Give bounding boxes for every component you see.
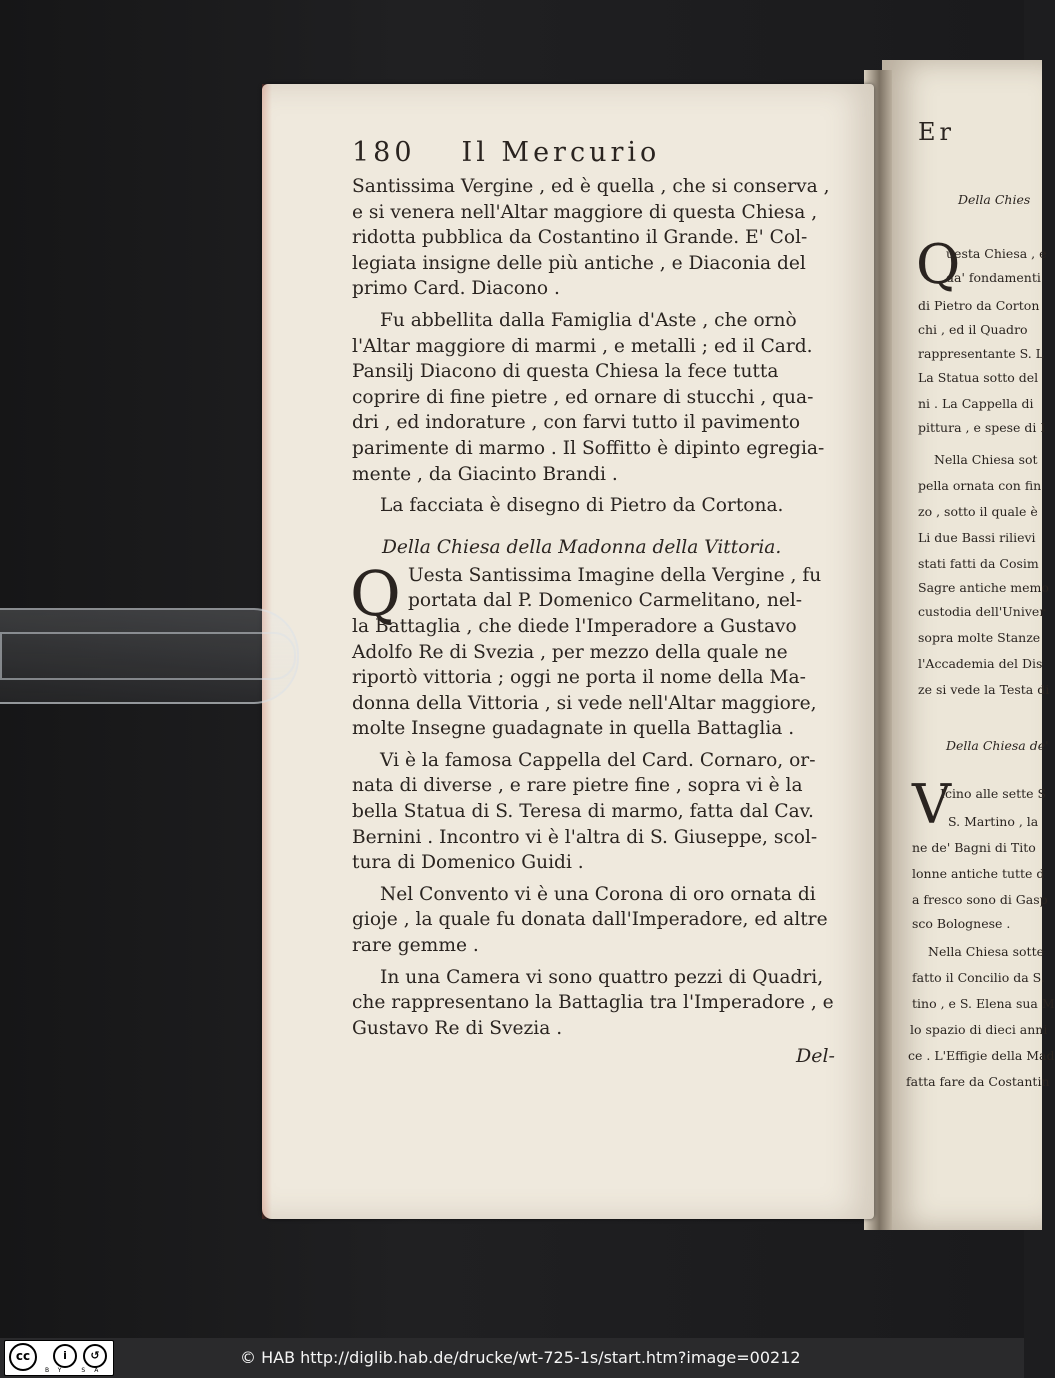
text-line: Santissima Vergine , ed è quella , che si conserva , [352, 176, 830, 197]
text-line: che rappresentano la Battaglia tra l'Imperadore , e [352, 992, 834, 1014]
right-text-line: fatta fare da Costantin [906, 1074, 1050, 1089]
attribution-icon: i [53, 1344, 77, 1368]
share-alike-icon: ↺ [83, 1344, 107, 1368]
right-text-line: ne de' Bagni di Tito [912, 840, 1036, 855]
right-text-line: pittura , e spese di I [918, 420, 1046, 435]
right-text-line: stati fatti da Cosim [918, 556, 1039, 571]
text-line: molte Insegne guadagnate in quella Battaglia . [352, 718, 795, 740]
right-text-line: lo spazio di dieci anni [910, 1022, 1048, 1037]
left-page-text [350, 137, 852, 1041]
text-line: legiata insigne delle più antiche , e Diaconia del [352, 252, 806, 274]
cc-license-badge[interactable] [4, 1340, 114, 1376]
text-line: bella Statua di S. Teresa di marmo, fatta dal Cav. [352, 801, 814, 823]
right-drop-cap: V [912, 773, 951, 836]
text-line: riportò vittoria ; oggi ne porta il nome della Ma- [352, 667, 806, 689]
right-text-line: zo , sotto il quale è [918, 504, 1038, 519]
right-text-line: uesta Chiesa , e [946, 246, 1047, 261]
running-head [352, 137, 852, 174]
right-text-line: Icino alle sette S [940, 786, 1047, 801]
text-line: coprire di fine pietre , ed ornare di stucchi , qua- [352, 386, 814, 408]
running-head-title: Il Mercurio [461, 137, 661, 168]
right-text-line: sopra molte Stanze [918, 630, 1041, 645]
footer-bar [0, 1338, 1024, 1378]
right-text-line: custodia dell'Univer [918, 604, 1046, 619]
text-line: In una Camera vi sono quattro pezzi di Quadri, [380, 966, 824, 988]
license-tags: BY SA [45, 1367, 108, 1374]
text-line: Gustavo Re di Svezia . [352, 1017, 563, 1039]
text-line: Uesta Santissima Imagine della Vergine , fu [408, 564, 822, 586]
right-text-line: S. Martino , la [948, 814, 1039, 829]
right-text-line: rappresentante S. L [918, 346, 1044, 361]
right-text-line: pella ornata con fin [918, 478, 1042, 493]
text-line: Bernini . Incontro vi è l'altra di S. Giuseppe, scol- [352, 826, 818, 848]
text-line: donna della Vittoria , si vede nell'Altar maggiore, [352, 692, 817, 714]
right-text-line: lonne antiche tutte d [912, 866, 1045, 881]
plastic-page-clip-loop [0, 632, 296, 680]
text-line: gioje , la quale fu donata dall'Imperadore, ed altre [352, 909, 828, 931]
right-heading: Della Chies [958, 192, 1031, 207]
catchword: Del- [796, 1045, 835, 1067]
right-text-line: La Statua sotto del [918, 370, 1039, 385]
section-heading: Della Chiesa della Madonna della Vittoria. [382, 536, 782, 558]
right-text-line: ze si vede la Testa di [918, 682, 1050, 697]
text-line: Pansilj Diacono di questa Chiesa la fece tutta [352, 361, 779, 383]
text-line: tura di Domenico Guidi . [352, 852, 584, 874]
right-text-line: tino , e S. Elena sua M [912, 996, 1055, 1011]
source-credit: © HAB http://diglib.hab.de/drucke/wt-725-1s/start.htm?image=00212 [240, 1348, 801, 1367]
text-line: dri , ed indorature , con farvi tutto il pavimento [352, 412, 801, 434]
text-line: Vi è la famosa Cappella del Card. Cornaro, or- [380, 749, 816, 771]
right-heading: Della Chiesa de' [946, 738, 1049, 753]
text-line: La facciata è disegno di Pietro da Cortona. [380, 495, 784, 517]
text-line: portata dal P. Domenico Carmelitano, nel- [408, 590, 803, 612]
right-text-line: Sagre antiche memo [918, 580, 1049, 595]
right-text-line: ni . La Cappella di [918, 396, 1034, 411]
right-text-line: l'Accademia del Dis [918, 656, 1043, 671]
text-line: nata di diverse , e rare pietre fine , sopra vi è la [352, 775, 803, 797]
text-line: Adolfo Re di Svezia , per mezzo della quale ne [352, 641, 788, 663]
text-line: parimente di marmo . Il Soffitto è dipinto egregia- [352, 437, 825, 459]
right-text-line: di Pietro da Corton [918, 298, 1040, 313]
page-number: 180 [352, 137, 416, 168]
text-line: la Battaglia , che diede l'Imperadore a Gustavo [352, 615, 797, 637]
text-line: rare gemme . [352, 935, 479, 957]
drop-cap: Q [350, 556, 401, 630]
text-line: primo Card. Diacono . [352, 278, 560, 300]
text-line: Fu abbellita dalla Famiglia d'Aste , che ornò [380, 309, 797, 331]
right-running-head: Er [918, 118, 955, 146]
right-text-line: da' fondamenti [946, 270, 1041, 285]
text-line: ridotta pubblica da Costantino il Grande. E' Col- [352, 227, 808, 249]
right-text-line: chi , ed il Quadro [918, 322, 1028, 337]
right-text-line: Nella Chiesa sot [934, 452, 1038, 467]
right-drop-cap: Q [916, 233, 961, 296]
text-line: l'Altar maggiore di marmi , e metalli ; ed il Card. [352, 335, 813, 357]
right-text-line: fatto il Concilio da S. [912, 970, 1045, 985]
cc-icon: cc [9, 1343, 37, 1371]
right-text-line: Nella Chiesa sotte [928, 944, 1044, 959]
text-line: mente , da Giacinto Brandi . [352, 463, 618, 485]
text-line: Nel Convento vi è una Corona di oro ornata di [380, 883, 816, 905]
right-text-line: ce . L'Effigie della Mad [908, 1048, 1055, 1063]
right-text-line: sco Bolognese . [912, 916, 1011, 931]
right-text-line: Li due Bassi rilievi [918, 530, 1036, 545]
right-text-line: a fresco sono di Gasp [912, 892, 1048, 907]
text-line: e si venera nell'Altar maggiore di questa Chiesa , [352, 201, 818, 223]
